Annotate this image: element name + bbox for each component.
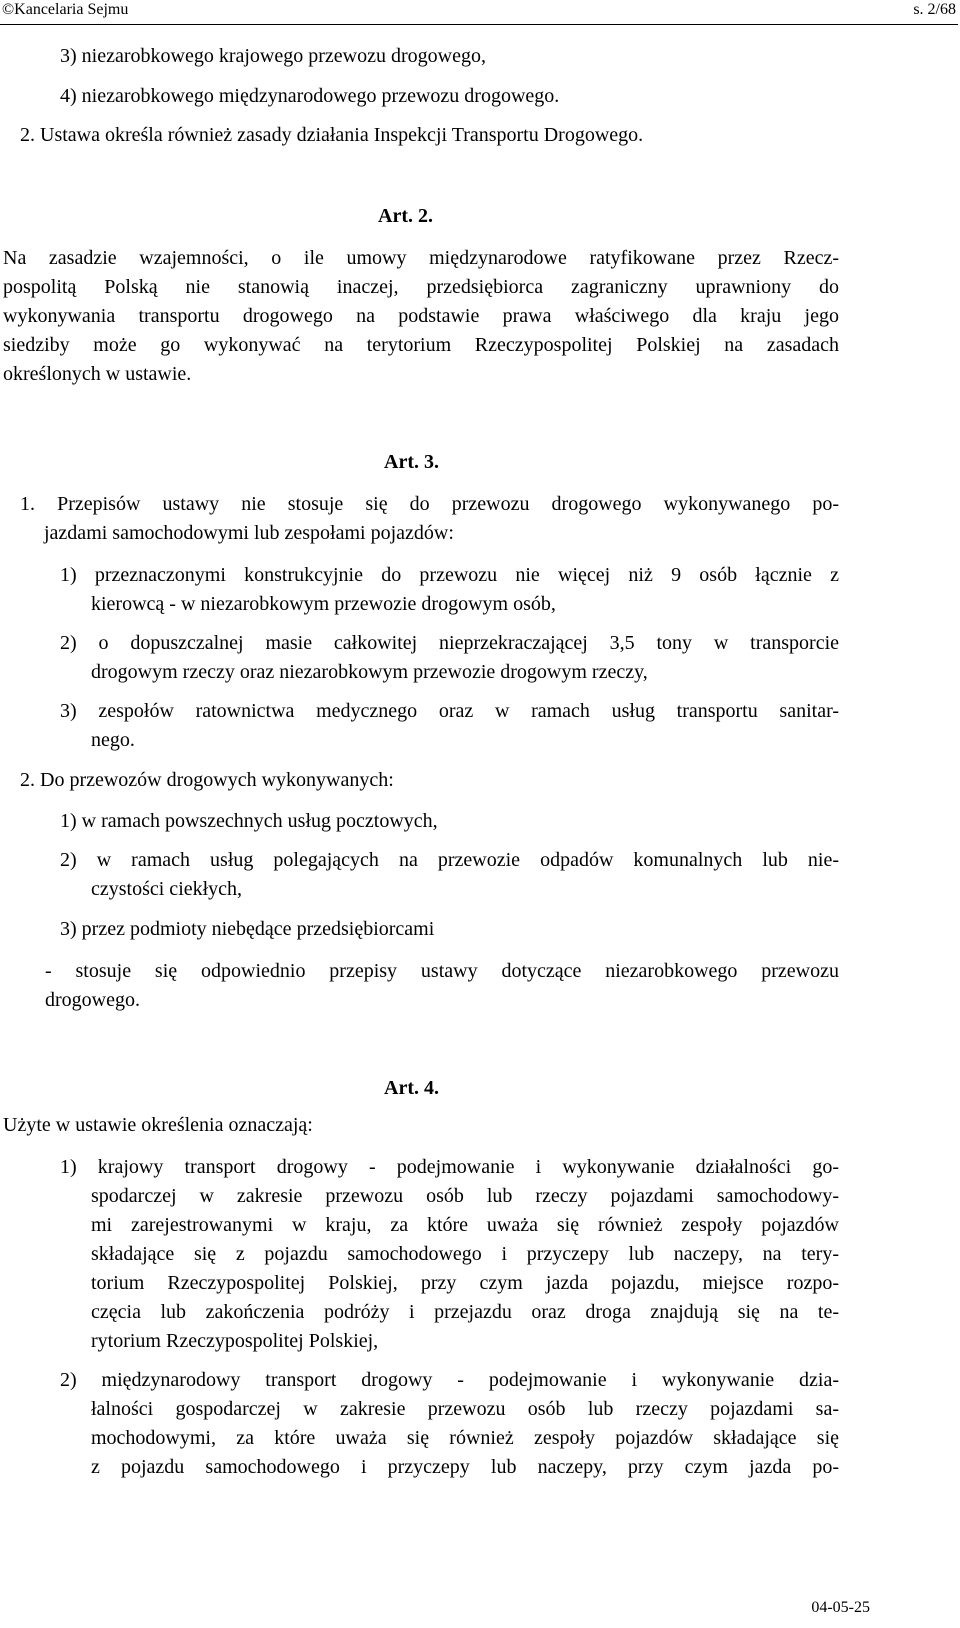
intro-item-4: 4) niezarobkowego międzynarodowego przewozu drogowego. (60, 85, 560, 107)
page-header (0, 0, 958, 25)
list-item-line: 2) w ramach usług polegających na przewozie odpadów komunalnych lub nie- (60, 849, 839, 871)
intro-item-3: 3) niezarobkowego krajowego przewozu drogowego, (60, 45, 486, 67)
art3-p2-item-2 (60, 846, 839, 904)
page-number: s. 2/68 (913, 1, 956, 18)
art2-line: określonych w ustawie. (3, 363, 192, 385)
art3-p1-item-3 (60, 697, 839, 755)
definition-line: 1) krajowy transport drogowy - podejmowanie i wykonywanie działalności go- (60, 1156, 839, 1178)
art3-p1-item-2 (60, 629, 839, 687)
art2-line: siedziby może go wykonywać na terytorium Rzeczypospolitej Polskiej na zasadach (3, 334, 839, 356)
definition-line: z pojazdu samochodowego i przyczepy lub naczepy, przy czym jazda po- (91, 1456, 839, 1478)
definition-line: składające się z pojazdu samochodowego i przyczepy lub naczepy, na tery- (91, 1243, 839, 1265)
art4-item-1 (60, 1153, 839, 1356)
article-2-heading: Art. 2. (378, 205, 433, 227)
definition-line: łalności gospodarczej w zakresie przewozu osób lub rzeczy pojazdami sa- (91, 1398, 839, 1420)
list-item-line: kierowcą - w niezarobkowym przewozie drogowym osób, (91, 593, 556, 615)
list-item-line: czystości ciekłych, (91, 878, 243, 900)
definition-line: spodarczej w zakresie przewozu osób lub rzeczy pojazdami samochodowy- (91, 1185, 839, 1207)
art3-paragraph-1 (20, 490, 839, 548)
page-footer-date: 04-05-25 (811, 1599, 870, 1616)
list-item-line: 3) przez podmioty niebędące przedsiębiorcami (60, 918, 435, 940)
art4-intro: Użyte w ustawie określenia oznaczają: (3, 1114, 313, 1136)
art2-line: Na zasadzie wzajemności, o ile umowy międzynarodowe ratyfikowane przez Rzecz- (3, 247, 839, 269)
art3-p2-item-1 (60, 807, 839, 836)
definition-line: mochodowymi, za które uważa się również zespoły pojazdów składające się (91, 1427, 839, 1449)
art3-p1-line: jazdami samochodowymi lub zespołami pojazdów: (44, 522, 454, 544)
intro-paragraph-2: 2. Ustawa określa również zasady działania Inspekcji Transportu Drogowego. (20, 124, 644, 146)
copyright-text: ©Kancelaria Sejmu (2, 1, 129, 18)
art3-paragraph-2: 2. Do przewozów drogowych wykonywanych: (20, 769, 394, 791)
list-item-line: 3) zespołów ratownictwa medycznego oraz w ramach usług transportu sanitar- (60, 700, 839, 722)
closing-line: - stosuje się odpowiednio przepisy ustawy dotyczące niezarobkowego przewozu (45, 960, 839, 982)
art3-p2-item-3 (60, 915, 839, 944)
list-item-line: drogowym rzeczy oraz niezarobkowym przewozie drogowym rzeczy, (91, 661, 648, 683)
definition-line: 2) międzynarodowy transport drogowy - podejmowanie i wykonywanie dzia- (60, 1369, 839, 1391)
art2-line: pospolitą Polską nie stanowią inaczej, przedsiębiorca zagraniczny uprawniony do (3, 276, 839, 298)
list-item-line: 1) przeznaczonymi konstrukcyjnie do przewozu nie więcej niż 9 osób łącznie z (60, 564, 839, 586)
list-item-line: nego. (91, 729, 135, 751)
definition-line: częcia lub zakończenia podróży i przejazdu oraz droga znajdują się na te- (91, 1301, 839, 1323)
art2-line: wykonywania transportu drogowego na podstawie prawa właściwego dla kraju jego (3, 305, 839, 327)
art3-p1-line: 1. Przepisów ustawy nie stosuje się do przewozu drogowego wykonywanego po- (20, 493, 839, 515)
list-item-line: 2) o dopuszczalnej masie całkowitej nieprzekraczającej 3,5 tony w transporcie (60, 632, 839, 654)
definition-line: mi zarejestrowanymi w kraju, za które uważa się również zespoły pojazdów (91, 1214, 839, 1236)
definition-line: torium Rzeczypospolitej Polskiej, przy czym jazda pojazdu, miejsce rozpo- (91, 1272, 839, 1294)
list-item-line: 1) w ramach powszechnych usług pocztowych, (60, 810, 438, 832)
art3-closing (45, 957, 839, 1015)
article-3-heading: Art. 3. (384, 451, 439, 473)
article-2-text (3, 244, 839, 389)
definition-line: rytorium Rzeczypospolitej Polskiej, (91, 1330, 379, 1352)
closing-line: drogowego. (45, 989, 140, 1011)
art4-item-2 (60, 1366, 839, 1482)
article-4-heading: Art. 4. (384, 1077, 439, 1099)
art3-p1-item-1 (60, 561, 839, 619)
